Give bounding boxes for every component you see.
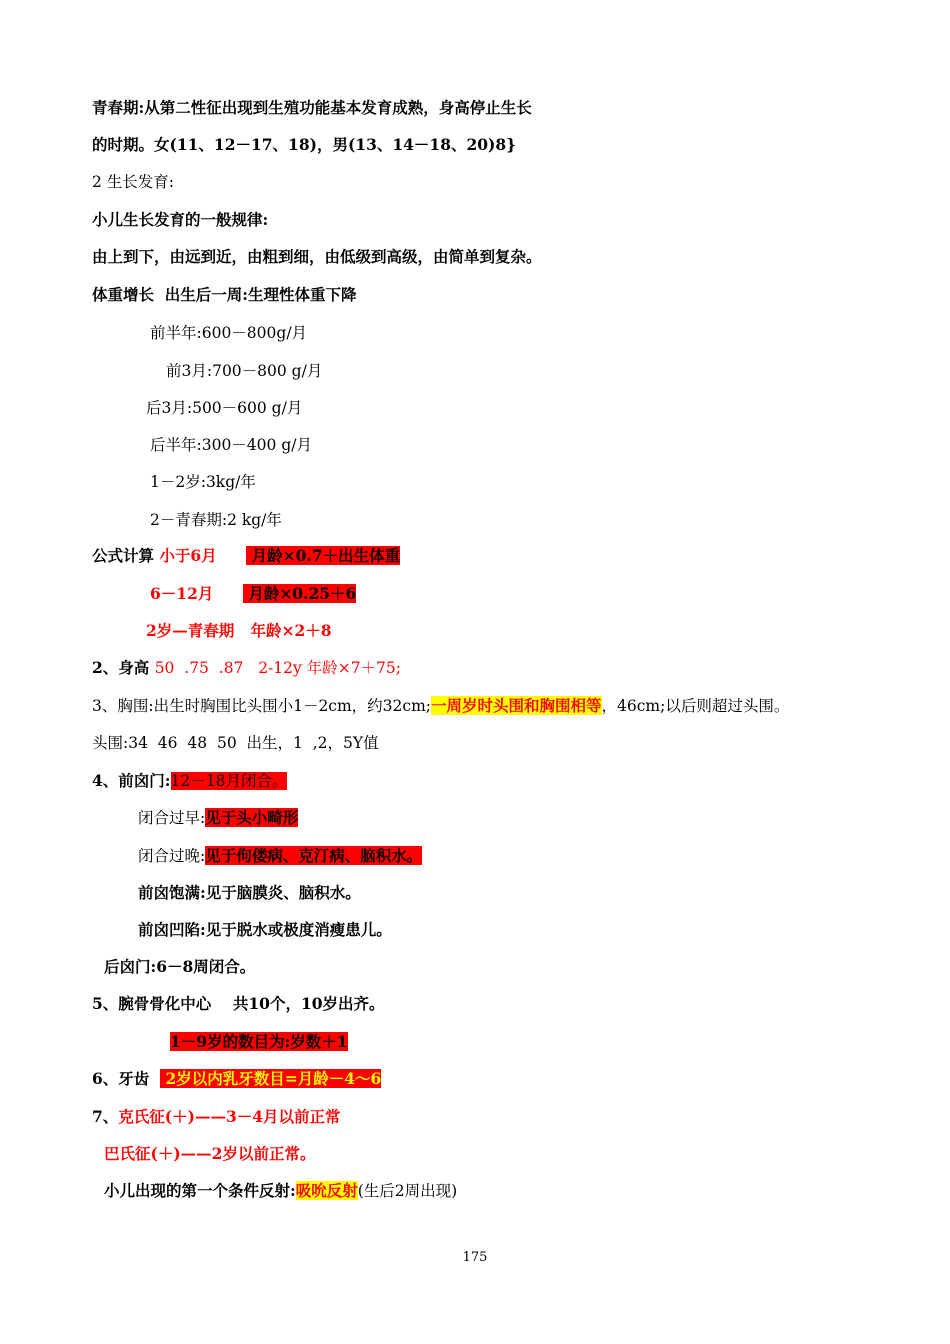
text-line: [92, 284, 357, 306]
text-line: [150, 322, 307, 344]
text-segment: 2 生长发育:: [92, 173, 175, 191]
text-line: [138, 807, 298, 829]
highlighted-text: 一周岁时头围和胸围相等: [431, 696, 602, 715]
text-line: [150, 509, 282, 531]
text-line: [104, 1143, 315, 1165]
text-segment: 头围:34 46 48 50 出生，1 ,2，5Y值: [92, 734, 379, 752]
text-segment: 公式计算: [92, 546, 160, 565]
text-line: [166, 360, 322, 382]
text-line: [92, 97, 532, 119]
text-segment: [217, 547, 247, 565]
text-line: [92, 695, 789, 717]
text-segment: 小于6月: [159, 546, 217, 565]
text-line: [150, 471, 256, 493]
text-segment: 小儿生长发育的一般规律:: [92, 210, 269, 229]
highlighted-text: 12－18月闭合。: [170, 772, 288, 790]
highlighted-text: 2岁以内乳牙数目=月龄－4～6: [160, 1069, 382, 1088]
text-line: [92, 209, 268, 231]
text-segment: 前3月:700－800 g/月: [166, 362, 323, 380]
highlighted-text: 见于佝偻病、克汀病、脑积水。: [205, 846, 423, 865]
text-line: [150, 583, 356, 605]
highlighted-text: 月龄×0.7＋出生体重: [246, 546, 401, 565]
text-line: [92, 1068, 381, 1090]
text-line: [150, 434, 312, 456]
text-line: [92, 993, 385, 1015]
text-line: [170, 1031, 348, 1053]
text-line: [92, 246, 542, 268]
text-segment: 前囟饱满:见于脑膜炎、脑积水。: [138, 883, 361, 902]
text-segment: 的时期。女(11、12－17、18)，男(13、14－18、20)8}: [92, 135, 517, 154]
highlighted-text: 见于头小畸形: [205, 808, 299, 827]
text-segment: 7、: [92, 1107, 119, 1126]
text-segment: 5、腕骨骨化中心 共10个，10岁出齐。: [92, 994, 385, 1013]
highlighted-text: 1－9岁的数目为:岁数＋1: [170, 1032, 348, 1051]
text-segment: 前囟凹陷:见于脱水或极度消瘦患儿。: [138, 920, 392, 939]
text-segment: 由上到下，由远到近，由粗到细，由低级到高级，由简单到复杂。: [92, 247, 542, 266]
text-segment: 青春期:从第二性征出现到生殖功能基本发育成熟，身高停止生长: [92, 98, 532, 117]
text-line: [146, 397, 302, 419]
text-segment: ，46cm;以后则超过头围。: [601, 697, 790, 715]
highlighted-text: 月龄×0.25＋6: [242, 584, 357, 603]
text-line: [138, 845, 422, 867]
text-line: [138, 919, 392, 941]
text-segment: 小儿出现的第一个条件反射:: [104, 1181, 296, 1200]
text-line: [104, 956, 255, 978]
text-line: [138, 882, 361, 904]
text-line: [146, 620, 332, 642]
text-line: [92, 1106, 341, 1128]
text-segment: [213, 585, 243, 603]
text-segment: 50 .75 .87 2-12y 年龄×7＋75;: [154, 659, 401, 677]
text-segment: 3、胸围:出生时胸围比头围小1－2cm，约32cm;: [92, 697, 432, 715]
text-segment: 体重增长 出生后一周:生理性体重下降: [92, 285, 357, 304]
text-segment: 克氏征(＋)——3－4月以前正常: [118, 1107, 341, 1126]
text-segment: 6、牙齿: [92, 1069, 161, 1088]
text-segment: 闭合过晚:: [138, 847, 206, 865]
text-line: [92, 657, 401, 679]
text-segment: 2－青春期:2 kg/年: [150, 511, 282, 529]
highlighted-text: 吸吮反射: [295, 1181, 358, 1200]
text-line: [92, 770, 287, 792]
text-segment: 2岁—青春期 年龄×2＋8: [146, 621, 332, 640]
text-segment: 1－2岁:3kg/年: [150, 473, 256, 491]
text-line: [104, 1180, 457, 1202]
text-segment: 6－12月: [150, 584, 214, 603]
text-segment: 后囟门:6－8周闭合。: [104, 957, 256, 976]
text-segment: (生后2周出现): [357, 1182, 458, 1200]
text-line: [92, 134, 516, 156]
text-line: [92, 732, 379, 754]
text-segment: 2、身高: [92, 658, 155, 677]
text-segment: 闭合过早:: [138, 809, 206, 827]
text-segment: 后3月:500－600 g/月: [146, 399, 303, 417]
page-number: 175: [462, 1250, 488, 1265]
text-segment: 巴氏征(＋)——2岁以前正常。: [104, 1144, 316, 1163]
text-line: [92, 171, 174, 193]
text-line: [92, 545, 400, 567]
text-segment: 4、前囟门:: [92, 771, 171, 790]
text-segment: 后半年:300－400 g/月: [150, 436, 312, 454]
text-segment: 前半年:600－800g/月: [150, 324, 308, 342]
